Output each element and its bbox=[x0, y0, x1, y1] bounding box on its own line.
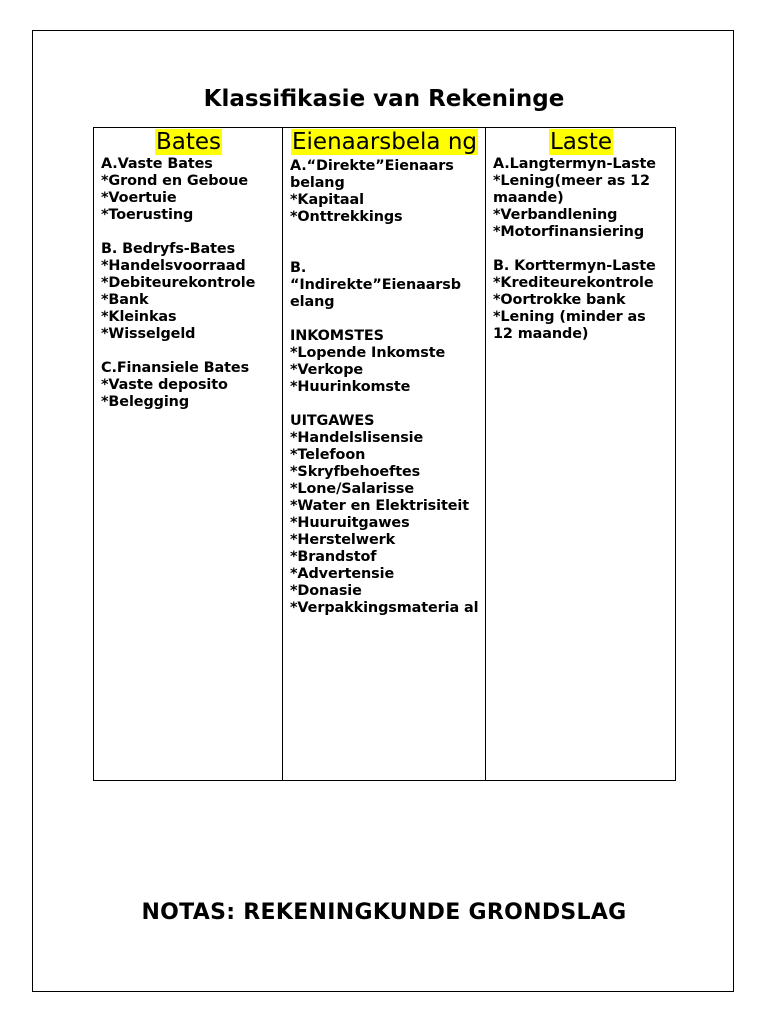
account-item: *Onttrekkings bbox=[290, 209, 403, 225]
spacer bbox=[290, 226, 479, 243]
account-item: *Voertuie bbox=[101, 190, 177, 206]
account-item: *Verpakkingsmateria al bbox=[290, 600, 479, 616]
spacer bbox=[493, 241, 669, 258]
spacer bbox=[290, 243, 479, 260]
account-item: B. Korttermyn-Laste bbox=[493, 258, 656, 274]
spacer bbox=[101, 343, 276, 360]
account-item: *Huuruitgawes bbox=[290, 515, 410, 531]
account-item: *Donasie bbox=[290, 583, 362, 599]
document-title: Klassifikasie van Rekeninge bbox=[203, 86, 565, 112]
account-item: *Krediteurekontrole bbox=[493, 275, 654, 291]
column-laste bbox=[486, 128, 676, 781]
account-item: *Belegging bbox=[101, 394, 190, 410]
column-heading-laste: Laste bbox=[549, 129, 613, 155]
laste-list bbox=[493, 156, 669, 343]
spacer bbox=[290, 311, 479, 328]
account-item: *Bank bbox=[101, 292, 149, 308]
account-item: *Lopende Inkomste bbox=[290, 345, 446, 361]
account-item: *Brandstof bbox=[290, 549, 377, 565]
account-item: *Handelsvoorraad bbox=[101, 258, 246, 274]
account-item: *Water en Elektrisiteit bbox=[290, 498, 470, 514]
account-item: *Motorfinansiering bbox=[493, 224, 645, 240]
column-heading-eienaarsbelang: Eienaarsbela ng bbox=[292, 129, 477, 155]
account-item: *Telefoon bbox=[290, 447, 366, 463]
account-item: A.Vaste Bates bbox=[101, 156, 213, 172]
account-item: *Kapitaal bbox=[290, 192, 364, 208]
account-item: *Huurinkomste bbox=[290, 379, 411, 395]
eienaarsbelang-list bbox=[290, 158, 479, 617]
account-item: A.Langtermyn-Laste bbox=[493, 156, 656, 172]
account-item: B. Bedryfs-Bates bbox=[101, 241, 236, 257]
account-item: *Advertensie bbox=[290, 566, 395, 582]
column-heading-bates: Bates bbox=[155, 129, 222, 155]
account-item: *Skryfbehoeftes bbox=[290, 464, 421, 480]
account-item: *Lening (minder as 12 maande) bbox=[493, 309, 646, 342]
account-item: INKOMSTES bbox=[290, 328, 384, 344]
column-bates bbox=[94, 128, 283, 781]
account-item: *Debiteurekontrole bbox=[101, 275, 256, 291]
spacer bbox=[101, 224, 276, 241]
bates-list bbox=[101, 156, 276, 411]
account-item: *Oortrokke bank bbox=[493, 292, 626, 308]
account-item: C.Finansiele Bates bbox=[101, 360, 250, 376]
account-item: *Grond en Geboue bbox=[101, 173, 249, 189]
account-item: *Kleinkas bbox=[101, 309, 177, 325]
account-item: B. bbox=[290, 260, 307, 276]
account-item: *Lening(meer as 12 maande) bbox=[493, 173, 650, 206]
classification-table bbox=[93, 127, 676, 781]
account-item: *Wisselgeld bbox=[101, 326, 196, 342]
account-item: UITGAWES bbox=[290, 413, 375, 429]
account-item: *Toerusting bbox=[101, 207, 194, 223]
notes-footer: NOTAS: REKENINGKUNDE GRONDSLAG bbox=[141, 900, 627, 925]
account-item: *Herstelwerk bbox=[290, 532, 396, 548]
account-item: A.“Direkte”Eienaars belang bbox=[290, 158, 454, 191]
account-item: “Indirekte”Eienaarsb elang bbox=[290, 277, 461, 310]
account-item: *Verkope bbox=[290, 362, 364, 378]
account-item: *Verbandlening bbox=[493, 207, 618, 223]
spacer bbox=[290, 396, 479, 413]
account-item: *Vaste deposito bbox=[101, 377, 228, 393]
column-eienaarsbelang bbox=[283, 128, 486, 781]
account-item: *Handelslisensie bbox=[290, 430, 424, 446]
account-item: *Lone/Salarisse bbox=[290, 481, 414, 497]
